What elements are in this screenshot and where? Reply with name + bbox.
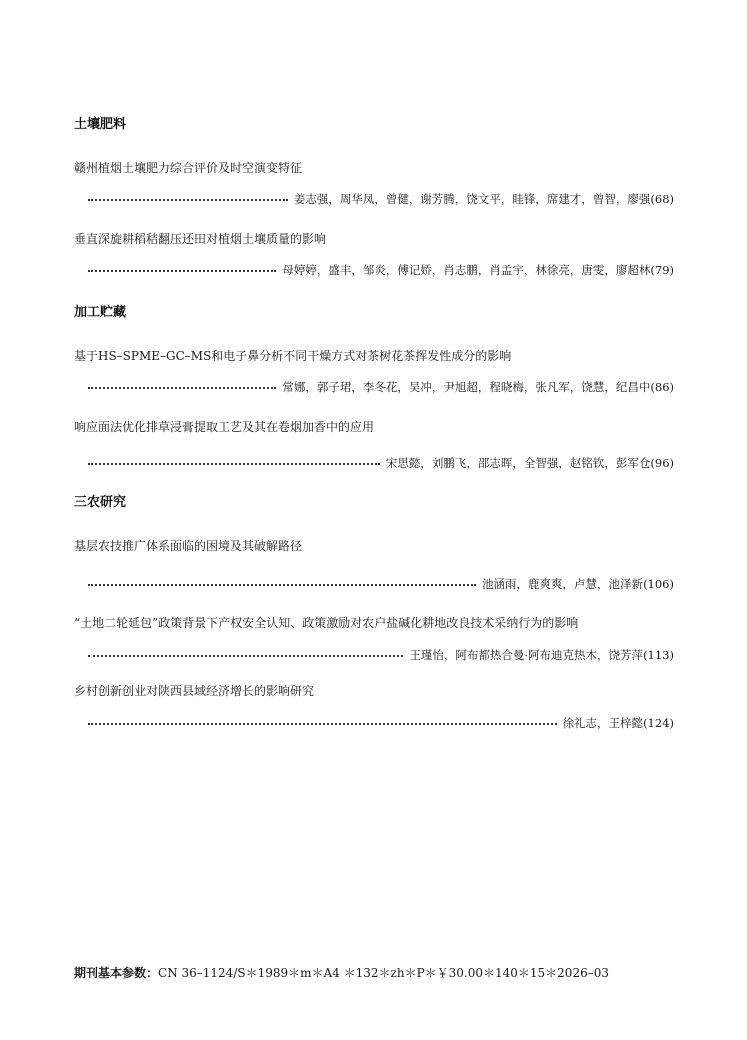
article-entry-line [88,715,674,731]
article-page-number: (86) [650,380,674,394]
section-title: 土壤肥料 [74,117,127,132]
article-title[interactable]: 乡村创新创业对陕西县域经济增长的影响研究 [74,684,315,698]
journal-parameters-value: CN 36–1124/S＊1989＊m＊A4 ＊132＊zh＊P＊￥30.00＊140＊15＊2026–03 [158,966,609,980]
article-authors: 池涵雨，鹿爽爽，卢慧，池泽新 [482,577,644,591]
article-entry-line [88,191,674,207]
dot-leader [88,387,276,389]
article-page-number: (124) [643,716,674,730]
article-entry-line [88,576,674,592]
article-authors: 母婷婷，盛丰，邹炎，傅记娇，肖志鹏，肖孟宇，林徐亮，唐雯，廖超林 [282,263,651,277]
article-page-number: (68) [650,192,674,206]
dot-leader [88,655,403,657]
article-title[interactable]: 基于HS–SPME–GC–MS和电子鼻分析不同干燥方式对茶树花茶挥发性成分的影响 [74,349,512,363]
section-title: 三农研究 [74,495,127,510]
journal-parameters-label: 期刊基本参数： [74,966,159,980]
article-page-number: (113) [643,648,674,662]
article-page-number: (96) [650,456,674,470]
article-title[interactable]: 基层农技推广体系面临的困境及其破解路径 [74,539,303,553]
article-title[interactable]: 垂直深旋耕稻秸翻压还田对植烟土壤质量的影响 [74,232,327,246]
dot-leader [88,199,288,201]
article-title[interactable]: “土地二轮延包”政策背景下产权安全认知、政策激励对农户盐碱化耕地改良技术采纳行为的影响 [74,616,579,630]
article-page-number: (79) [650,263,674,277]
article-entry-line [88,455,674,471]
dot-leader [88,463,380,465]
dot-leader [88,723,557,725]
article-authors: 宋思懿，刘鹏飞，邵志晖，全智强，赵铭钦，彭军仓 [385,456,651,470]
article-title[interactable]: 赣州植烟土壤肥力综合评价及时空演变特征 [74,161,303,175]
article-entry-line [88,262,674,278]
journal-parameters [74,965,609,981]
dot-leader [88,270,276,272]
article-authors: 王瑾怡，阿布都热合曼·阿布迪克热木，饶芳萍 [409,648,644,662]
article-title[interactable]: 响应面法优化排草浸膏提取工艺及其在卷烟加香中的应用 [74,420,375,434]
article-entry-line [88,647,674,663]
dot-leader [88,584,476,586]
section-title: 加工贮藏 [74,305,127,320]
article-page-number: (106) [643,577,674,591]
article-authors: 徐礼志，王梓懿 [562,716,644,730]
article-authors: 姜志强，周华凤，曾健，谢芳腾，饶文平，眭锋，席建才，曾智，廖强 [293,192,651,206]
article-entry-line [88,379,674,395]
article-authors: 常娜，郭子珺，李冬花，吴冲，尹旭超，程晓梅，张凡军，饶慧，纪昌中 [282,380,651,394]
